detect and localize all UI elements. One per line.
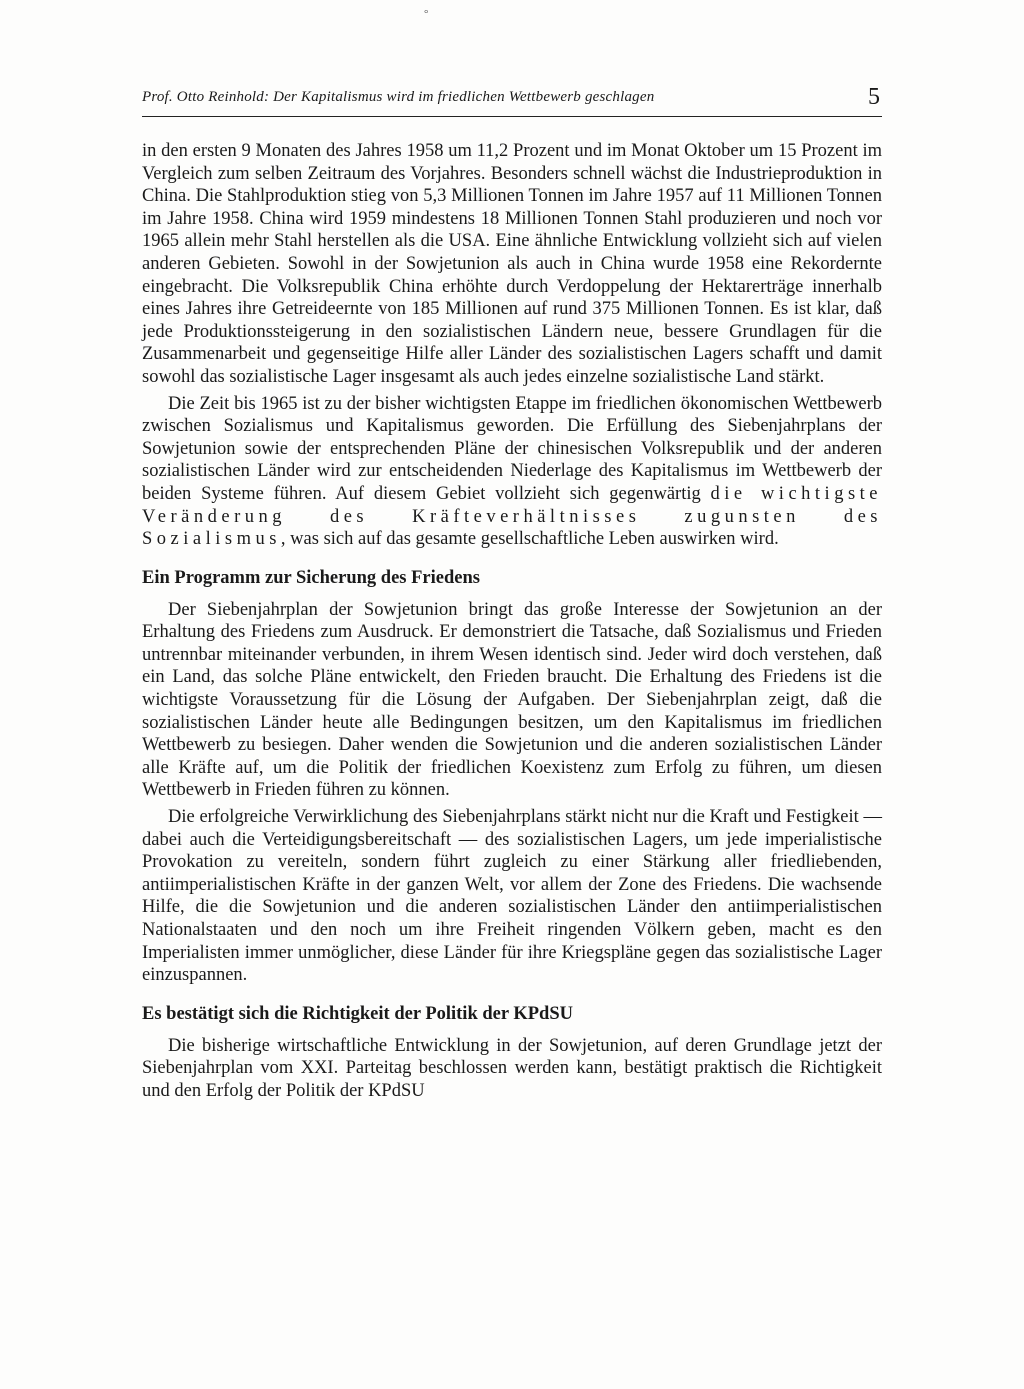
section-heading-peace-program: Ein Programm zur Sicherung des Friedens [142,567,480,588]
running-title: Prof. Otto Reinhold: Der Kapitalismus wird im friedlichen Wettbewerb geschlagen [142,89,655,105]
paragraph-3: Der Siebenjahrplan der Sowjetunion bringt das große Interesse der Sowjetunion an der Erhaltung des Friedens zum Ausdruck. Er demonstriert die Tatsache, daß Sozialismus und Frieden untrennbar miteinander verbunden, in ihrem Wesen identisch sind. Jeder wird doch verstehen, daß ein Land, das solche Pläne entwickelt, den Frieden braucht. Die Erhaltung des Friedens ist die wichtigste Voraussetzung für die Lösung der Aufgaben. Der Siebenjahrplan zeigt, daß die sozialistischen Länder heute alle Bedingungen besitzen, um den Kapitalismus im friedlichen Wettbewerb zu besiegen. Daher wenden die Sowjetunion und die anderen sozialistischen Länder alle Kräfte auf, um die Politik der friedlichen Koexistenz zum Erfolg zu führen, um diesen Wettbewerb in Frieden führen zu können. [142,599,882,801]
paragraph-5: Die bisherige wirtschaftliche Entwicklung in der Sowjetunion, auf deren Grundlage jetzt der Siebenjahrplan vom XXI. Parteitag beschlossen werden kann, bestätigt praktisch die Richtigkeit und den Erfolg der Politik der KPdSU [142,1035,882,1101]
paragraph-1: in den ersten 9 Monaten des Jahres 1958 um 11,2 Prozent und im Monat Oktober um 15 Prozent im Vergleich zum selben Zeitraum des Vorjahres. Besonders schnell wächst die Industrieproduktion in China. Die Stahlproduktion stieg von 5,3 Millionen Tonnen im Jahre 1957 auf 11 Millionen Tonnen im Jahre 1958. China wird 1959 mindestens 18 Millionen Tonnen Stahl produzieren und noch vor 1965 allein mehr Stahl herstellen als die USA. Eine ähnliche Entwicklung vollzieht sich auf vielen anderen Gebieten. Sowohl in der Sowjetunion als auch in China wurde 1958 eine Rekordernte eingebracht. Die Volksrepublik China erhöhte durch Verdoppelung der Hektarerträge innerhalb eines Jahres ihre Getreideernte von 185 Millionen auf rund 375 Millionen Tonnen. Es ist klar, daß jede Produktionssteigerung in den sozialistischen Ländern neue, bessere Grundlagen für die Zusammenarbeit und gegenseitige Hilfe aller Länder des sozialistischen Lagers schafft und damit sowohl das sozialistische Lager insgesamt als auch jedes einzelne sozialistische Land stärkt. [142,141,882,387]
paragraph-2-text-start: Die Zeit bis 1965 ist zu der bisher wichtigsten Etappe im friedlichen ökonomischen Wettbewerb zwischen Sozialismus und Kapitalismus geworden. Die Erfüllung des Siebenjahrplans der Sowjetunion sowie der entsprechenden Pläne der chinesischen Volksrepublik und der anderen sozialistischen Länder wird zur entscheidenden Niederlage des Kapitalismus im Wettbewerb der beiden Systeme führen. Auf diesem Gebiet vollzieht sich gegenwärtig [142,393,882,504]
paragraph-2 [142,393,882,551]
page-body [142,140,882,1103]
print-speck: ° [424,8,429,20]
paragraph-4: Die erfolgreiche Verwirklichung des Siebenjahrplans stärkt nicht nur die Kraft und Festigkeit — dabei auch die Verteidigungsbereitschaft — des sozialistischen Lagers, um jede imperialistische Provokation zu vereiteln, sondern führt zugleich zu einer Stärkung aller friedliebenden, antiimperialistischen Kräfte in der ganzen Welt, vor allem der Zone des Friedens. Die wachsende Hilfe, die die Sowjetunion und die anderen sozialistischen Länder den antiimperialistischen Nationalstaaten und den noch um ihre Freiheit ringenden Völkern geben, macht es den Imperialisten immer unmöglicher, diese Länder für ihre Kriegspläne gegen das sozialistische Lager einzuspannen. [142,807,882,986]
running-header [142,86,882,117]
page-number: 5 [868,84,880,110]
paragraph-2-emphasis: die wichtigste Veränderung des Kräfteverhältnisses zugunsten des Sozialismus [142,483,882,550]
paragraph-2-text-end: , was sich auf das gesamte gesellschaftliche Leben auswirken wird. [280,529,779,550]
section-heading-kpdsu-policy: Es bestätigt sich die Richtigkeit der Politik der KPdSU [142,1003,573,1024]
